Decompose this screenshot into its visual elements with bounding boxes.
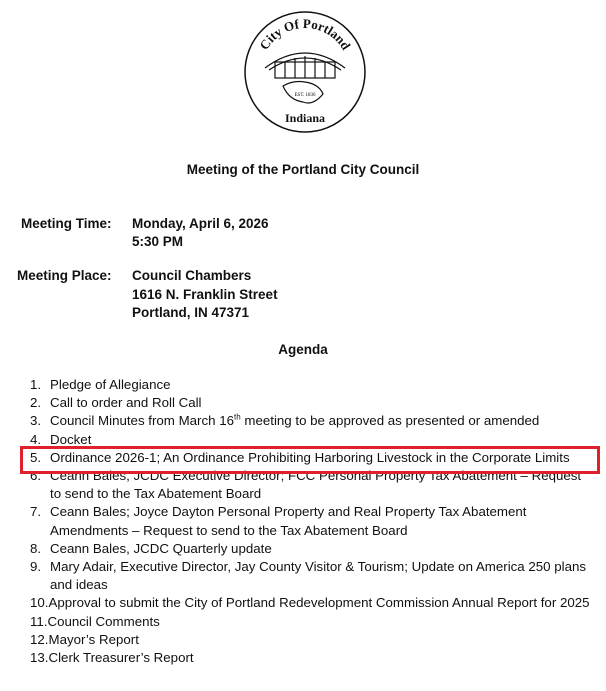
- item-text: [50, 412, 539, 430]
- item-text: Call to order and Roll Call: [50, 395, 202, 411]
- item-number: 12.: [30, 631, 49, 647]
- meeting-place-line3: Portland, IN 47371: [132, 305, 250, 320]
- agenda-item: [30, 394, 590, 412]
- page-title: Meeting of the Portland City Council: [186, 162, 420, 177]
- agenda-item: [30, 631, 590, 649]
- item-text: Clerk Treasurer’s Report: [48, 650, 194, 666]
- meeting-time-label: Meeting Time:: [21, 216, 112, 231]
- item-text: Mary Adair, Executive Director, Jay County Visitor & Tourism; Update on America 250 plans and ideas: [50, 559, 587, 593]
- agenda-item: [30, 503, 590, 539]
- item-text: Mayor’s Report: [48, 631, 139, 647]
- agenda-item: [30, 412, 590, 430]
- highlight-box: [20, 446, 600, 474]
- meeting-date: Monday, April 6, 2026: [132, 216, 269, 231]
- item-text: Pledge of Allegiance: [50, 377, 171, 392]
- agenda-item: [30, 649, 590, 667]
- item-number: 9.: [30, 559, 42, 575]
- agenda-item: [30, 613, 590, 631]
- meeting-place-line1: Council Chambers: [132, 268, 252, 283]
- ordinal-suffix: th: [234, 412, 241, 422]
- item-text: Approval to submit the City of Portland Redevelopment Commission Annual Report for 2025: [48, 595, 590, 611]
- item-text: Ordinance 2026-1; An Ordinance Prohibiting Harboring Livestock in the Corporate Limits: [50, 449, 570, 465]
- agenda-item: [30, 594, 590, 612]
- item-number: 13.: [30, 650, 49, 666]
- item-text: Council Comments: [47, 613, 160, 629]
- item-number: 8.: [30, 540, 42, 556]
- item-number: 10.: [30, 595, 49, 611]
- meeting-place-line2: 1616 N. Franklin Street: [132, 287, 278, 302]
- svg-text:EST. 1836: EST. 1836: [294, 93, 316, 98]
- agenda-list: [30, 376, 590, 667]
- item-number: 4.: [30, 431, 42, 447]
- svg-text:City Of Portland: City Of Portland: [256, 15, 354, 53]
- item-text: Ceann Bales, JCDC Quarterly update: [50, 540, 272, 556]
- agenda-heading: Agenda: [278, 342, 328, 357]
- item-number: 7.: [30, 504, 42, 520]
- item-number: 6.: [30, 468, 42, 484]
- city-seal-logo: [243, 10, 367, 134]
- agenda-item: [30, 376, 590, 394]
- item-text-part: meeting to be approved as presented or amended: [240, 413, 540, 429]
- item-text: Ceann Bales; Joyce Dayton Personal Property and Real Property Tax Abatement Amendments – Request to send to the Tax Abatement Board: [50, 504, 527, 538]
- item-number: 3.: [30, 413, 42, 429]
- meeting-time: 5:30 PM: [132, 234, 184, 249]
- item-text: Ceann Bales, JCDC Executive Director; FCC Personal Property Tax Abatement – Request to send to the Tax Abatement Board: [50, 468, 582, 502]
- item-number: 1.: [30, 377, 42, 392]
- meeting-place-label: Meeting Place:: [17, 268, 112, 283]
- item-number: 5.: [30, 449, 42, 465]
- agenda-item: [30, 558, 590, 594]
- item-number: 11.: [30, 613, 48, 629]
- item-text-part: Council Minutes from March 16: [50, 413, 235, 429]
- item-number: 2.: [30, 395, 42, 411]
- svg-text:Indiana: Indiana: [284, 111, 326, 125]
- item-text: Docket: [50, 431, 92, 447]
- agenda-item: [30, 540, 590, 558]
